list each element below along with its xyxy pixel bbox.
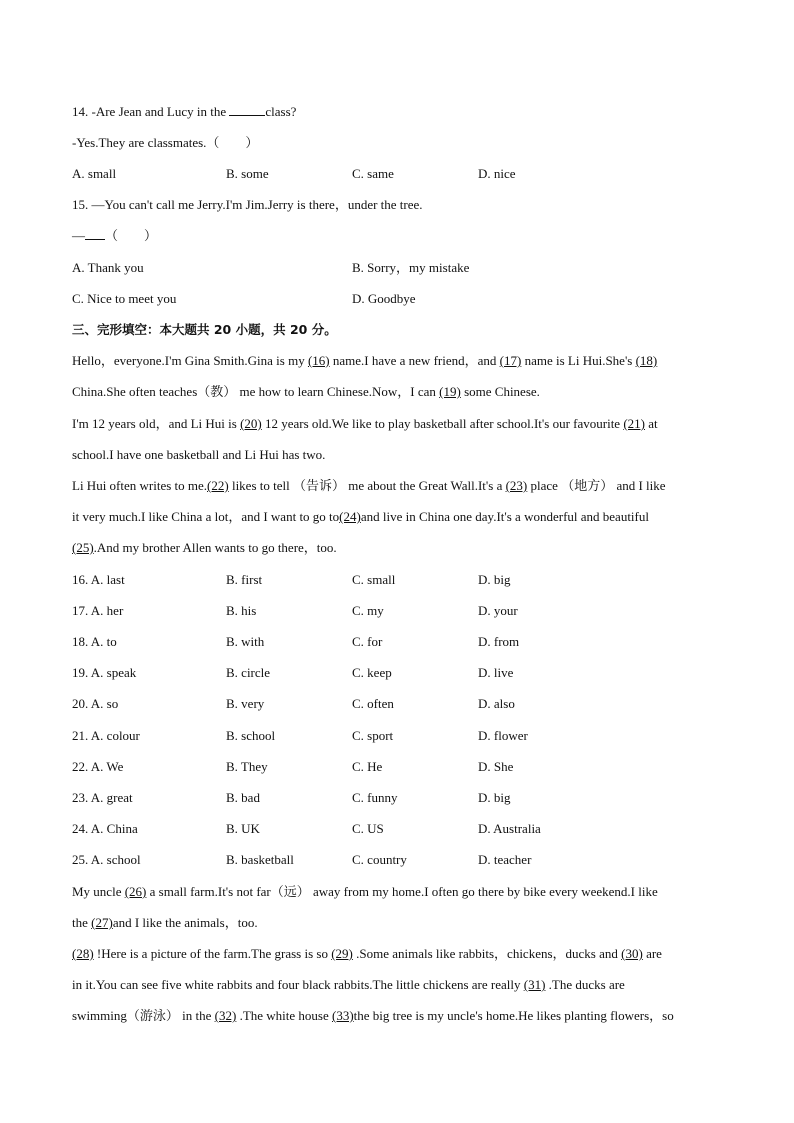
q24-option-d[interactable]: D. Australia — [478, 820, 541, 836]
blank-32: (32) — [214, 1008, 237, 1023]
answer-blank — [85, 228, 105, 240]
passage1-line: Hello，everyone.I'm Gina Smith.Gina is my (16) name.I have a new friend，and (17) name is Li Hui.She's (18) — [72, 353, 658, 368]
q18-option-c[interactable]: C. for — [352, 634, 383, 650]
blank-21: (21) — [623, 416, 645, 431]
q21-option-a[interactable]: 21. A. colour — [72, 727, 140, 743]
answer-blank — [229, 104, 265, 116]
q23-option-b[interactable]: B. bad — [226, 789, 260, 805]
q24-option-b[interactable]: B. UK — [226, 820, 260, 836]
q20-option-c[interactable]: C. often — [352, 696, 394, 712]
q20-option-b[interactable]: B. very — [226, 696, 265, 712]
passage2-line: the (27)and I like the animals，too. — [72, 915, 258, 930]
q15-response: — （ ） — [72, 228, 158, 243]
blank-27: (27) — [91, 915, 113, 930]
q17-option-c[interactable]: C. my — [352, 603, 384, 619]
q19-option-b[interactable]: B. circle — [226, 665, 271, 681]
q23-option-a[interactable]: 23. A. great — [72, 789, 133, 805]
q19-option-c[interactable]: C. keep — [352, 665, 392, 681]
q20-option-a[interactable]: 20. A. so — [72, 696, 119, 712]
blank-18: (18) — [635, 353, 658, 368]
blank-29: (29) — [331, 946, 353, 961]
q19-option-a[interactable]: 19. A. speak — [72, 665, 137, 681]
q20-option-d[interactable]: D. also — [478, 696, 515, 712]
passage1-line: it very much.I like China a lot，and I want to go to(24)and live in China one day.It's a wonderful and beautiful — [72, 509, 649, 524]
passage1-line: China.She often teaches（教） me how to learn Chinese.Now，I can (19) some Chinese. — [72, 384, 540, 399]
q19-option-d[interactable]: D. live — [478, 665, 514, 681]
q15-option-d[interactable]: D. Goodbye — [352, 291, 416, 306]
q24-option-a[interactable]: 24. A. China — [72, 820, 138, 836]
q16-option-c[interactable]: C. small — [352, 572, 396, 587]
blank-31: (31) — [523, 977, 546, 992]
q21-option-d[interactable]: D. flower — [478, 727, 528, 743]
q14-option-a[interactable]: A. small — [72, 166, 117, 181]
passage2-line: in it.You can see five white rabbits and four black rabbits.The little chickens are really (31) .The ducks are — [72, 977, 625, 992]
q17-option-b[interactable]: B. his — [226, 603, 257, 619]
q22-option-a[interactable]: 22. A. We — [72, 758, 124, 774]
q16-option-b[interactable]: B. first — [226, 572, 263, 587]
passage2-line: swimming（游泳） in the (32) .The white house (33)the big tree is my uncle's home.He likes planting flowers，so — [72, 1008, 674, 1023]
passage1-line: I'm 12 years old，and Li Hui is (20) 12 years old.We like to play basketball after school.It's our favourite (21) at — [72, 416, 658, 431]
q16-option-d[interactable]: D. big — [478, 572, 511, 587]
passage2-line: My uncle (26) a small farm.It's not far（远） away from my home.I often go there by bike every weekend.I like — [72, 884, 658, 899]
q21-option-b[interactable]: B. school — [226, 727, 276, 743]
blank-20: (20) — [240, 416, 262, 431]
blank-28: (28) — [72, 946, 94, 961]
blank-19: (19) — [439, 384, 461, 399]
blank-23: (23) — [505, 478, 528, 493]
q21-option-c[interactable]: C. sport — [352, 727, 394, 743]
q25-option-a[interactable]: 25. A. school — [72, 851, 141, 867]
q15-stem: 15. —You can't call me Jerry.I'm Jim.Jerry is there，under the tree. — [72, 197, 423, 212]
passage1-line: (25).And my brother Allen wants to go there，too. — [72, 540, 337, 555]
blank-24: (24) — [339, 509, 361, 524]
q14-option-c[interactable]: C. same — [352, 166, 394, 181]
passage1-line: school.I have one basketball and Li Hui has two. — [72, 447, 326, 462]
q17-option-d[interactable]: D. your — [478, 603, 518, 619]
q18-option-b[interactable]: B. with — [226, 634, 265, 650]
q17-option-a[interactable]: 17. A. her — [72, 603, 124, 619]
blank-30: (30) — [621, 946, 643, 961]
q25-option-d[interactable]: D. teacher — [478, 851, 532, 867]
q15-option-c[interactable]: C. Nice to meet you — [72, 291, 177, 306]
blank-26: (26) — [124, 884, 147, 899]
section-heading: 三、完形填空：本大题共 20 小题，共 20 分。 — [72, 322, 337, 337]
blank-33: (33) — [331, 1008, 354, 1023]
q22-option-c[interactable]: C. He — [352, 758, 383, 774]
q23-option-d[interactable]: D. big — [478, 789, 511, 805]
q14-option-b[interactable]: B. some — [226, 166, 269, 181]
blank-16: (16) — [307, 353, 330, 368]
q18-option-d[interactable]: D. from — [478, 634, 520, 650]
q18-option-a[interactable]: 18. A. to — [72, 634, 117, 650]
q23-option-c[interactable]: C. funny — [352, 789, 398, 805]
q22-option-d[interactable]: D. She — [478, 758, 514, 774]
q24-option-c[interactable]: C. US — [352, 820, 384, 836]
q16-option-a[interactable]: 16. A. last — [72, 572, 125, 587]
q22-option-b[interactable]: B. They — [226, 758, 268, 774]
blank-25: (25) — [72, 540, 94, 555]
q14-stem: 14. -Are Jean and Lucy in the class? — [72, 104, 297, 119]
passage1-line: Li Hui often writes to me.(22) likes to tell （告诉） me about the Great Wall.It's a (23) place （地方） and I like — [72, 478, 666, 493]
q25-option-c[interactable]: C. country — [352, 851, 407, 867]
q15-option-a[interactable]: A. Thank you — [72, 260, 144, 275]
q25-option-b[interactable]: B. basketball — [226, 851, 294, 867]
q15-option-b[interactable]: B. Sorry，my mistake — [352, 260, 470, 275]
blank-22: (22) — [207, 478, 229, 493]
q14-response: -Yes.They are classmates.（ ） — [72, 135, 259, 150]
blank-17: (17) — [499, 353, 522, 368]
q14-option-d[interactable]: D. nice — [478, 166, 516, 181]
passage2-line: (28) !Here is a picture of the farm.The grass is so (29) .Some animals like rabbits，chickens，ducks and (30) are — [72, 946, 662, 961]
